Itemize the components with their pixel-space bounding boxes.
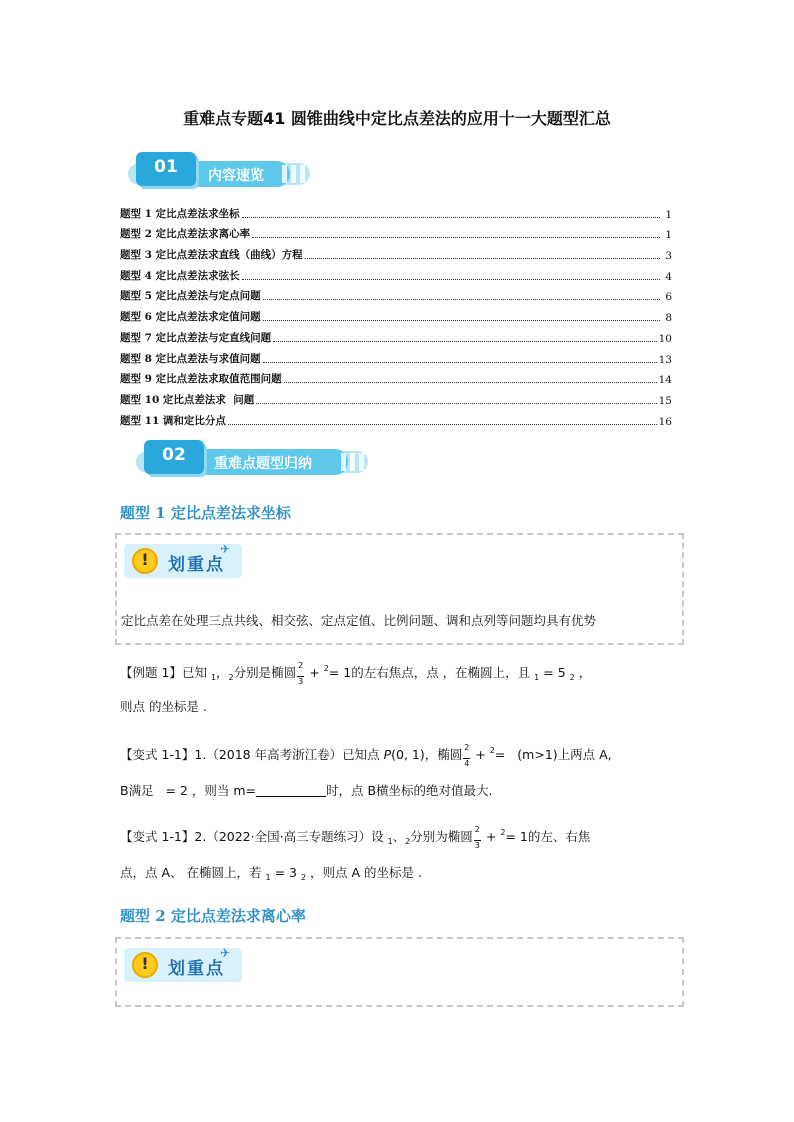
key-point-badge: ! 划重点 ✈ [124,544,242,578]
banner-stripe [350,453,355,471]
banner-label: 重难点题型归纳 [214,456,312,472]
toc-entry[interactable]: 题型 6 定比点差法求定值问题 8 [120,311,672,325]
toc-entry[interactable]: 题型 4 定比点差法求弦长 4 [120,269,672,283]
banner-stripe [359,453,364,471]
variant-2-line-1: 【变式 1-1】2.（2022·全国·高三专题练习）设 $_1$、$_2$分别为椭圆 $\frac{2}{3} + ^2= 1$的左、右焦 [120,825,591,850]
banner-stripe [291,165,296,183]
key-point-text: 定比点差在处理三点共线、相交弦、定点定值、比例问题、调和点列等问题均具有优势 [121,613,597,628]
section-heading: 题型 1 定比点差法求坐标 [120,504,291,522]
key-point-badge: ! 划重点 ✈ [124,948,242,982]
toc-entry[interactable]: 题型 3 定比点差法求直线（曲线）方程 3 [120,249,672,263]
variant-1-line-2: B满足 = 2 ，则当 m= 时，点 B横坐标的绝对值最大. [120,783,493,798]
toc-entry[interactable]: 题型 1 定比点差法求坐标 1 [120,207,672,221]
table-of-contents [120,200,672,428]
toc-entry[interactable]: 题型 11 调和定比分点 16 [120,414,672,428]
toc-entry[interactable]: 题型 8 定比点差法与求值问题 13 [120,352,672,366]
fraction: $\frac{2}{4}$ [464,743,470,768]
fraction: $\frac{2}{3}$ [474,825,480,850]
document-title: 重难点专题41 圆锥曲线中定比点差法的应用十一大题型汇总 [183,109,611,128]
answer-blank[interactable] [256,784,326,797]
banner-stripe [282,165,287,183]
badge-label: 划重点 [168,555,225,575]
key-point-box [115,937,684,1007]
section-banner-contents [128,152,310,190]
toc-entry[interactable]: 题型 5 定比点差法与定点问题 6 [120,290,672,304]
variant-1-line-1: 【变式 1-1】1.（2018 年高考浙江卷）已知点 P(0, 1)，椭圆 $\frac{2}{4} + ^2=$ (m>1)上两点 A, [120,743,612,768]
toc-entry[interactable]: 题型 2 定比点差法求离心率 1 [120,228,672,242]
toc-entry[interactable]: 题型 9 定比点差法求取值范围问题 14 [120,373,672,387]
example-1-line-2: 则点 的坐标是 . [120,699,207,714]
paper-plane-icon: ✈ [220,946,231,960]
toc-entry[interactable]: 题型 10 定比点差法求 问题 15 [120,393,672,407]
paper-plane-icon: ✈ [220,542,231,556]
banner-label: 内容速览 [208,168,264,184]
banner-number: 01 [136,152,196,186]
banner-stripe [300,165,305,183]
key-point-box [115,533,684,645]
section-banner-types [136,440,368,478]
section-heading: 题型 2 定比点差法求离心率 [120,907,306,925]
example-1-line-1: 【例题 1】已知 $_1$，$_2$分别是椭圆 $\frac{2}{3} + ^2= 1$的左右焦点，点 ，在椭圆上，且 $_1$ = 5 $_2$ ， [120,661,592,686]
banner-stripe [341,453,346,471]
banner-number: 02 [144,440,204,474]
badge-label: 划重点 [168,959,225,979]
toc-entry[interactable]: 题型 7 定比点差法与定直线问题 10 [120,331,672,345]
fraction: $\frac{2}{3}$ [298,661,304,686]
variant-2-line-2: 点，点 A、 在椭圆上，若 $_1$ = 3 $_2$ ，则点 A 的坐标是 . [120,865,422,882]
